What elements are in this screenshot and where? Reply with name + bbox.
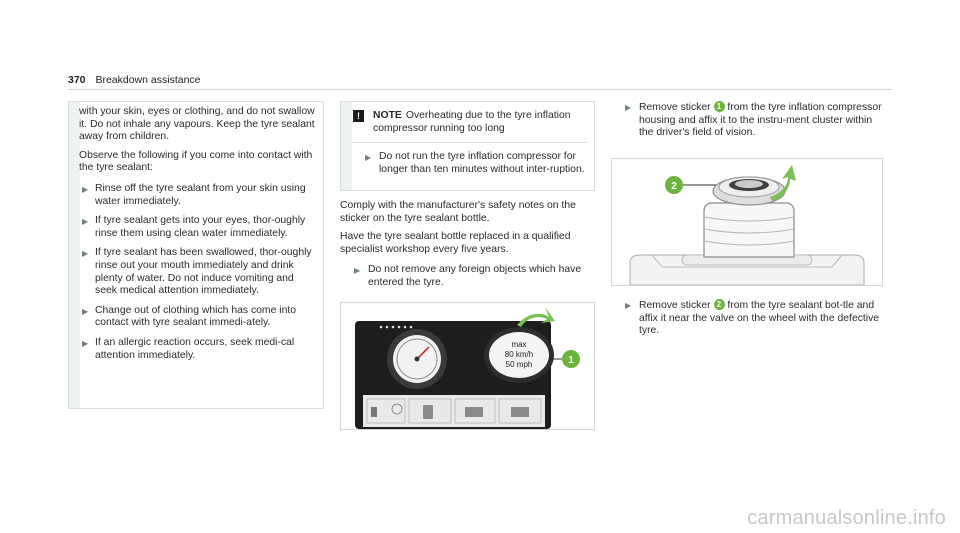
step-remove-sticker-1	[611, 101, 882, 140]
triangle-right-icon: ▶	[365, 153, 372, 163]
have-replaced-text: Have the tyre sealant bottle replaced in a qualified specialist workshop every five years.	[340, 231, 571, 255]
compressor-figure	[340, 302, 595, 430]
triangle-right-icon: ▶	[625, 301, 632, 310]
step-text: from the tyre sealant bot-tle and affix it near the valve on the wheel with the defective tyre.	[639, 300, 880, 337]
triangle-right-icon: ▶	[625, 103, 632, 112]
column-3-step-1	[611, 101, 882, 147]
gauge-max-label: max	[511, 340, 527, 349]
column-2-body	[340, 200, 595, 297]
step-text: If tyre sealant has been swallowed, thor-oughly rinse out your mouth immediately and drink plenty of water. Do not induce vomiting and seek medical attention immediately.	[95, 247, 312, 297]
gauge-kmh-label: 80 km/h	[504, 350, 534, 359]
figure-callout-1: 1	[568, 355, 574, 366]
warning-note-icon: !	[353, 110, 364, 122]
step-allergic	[79, 337, 317, 362]
observe-text: Observe the following if you come into contact with the tyre sealant:	[79, 149, 313, 174]
step-text: Rinse off the tyre sealant from your skin using water immediately.	[95, 182, 306, 207]
header-divider	[68, 89, 892, 90]
watermark: carmanualsonline.info	[747, 507, 946, 530]
step-text: from the tyre inflation compressor housing and affix it to the instru-ment cluster within the driver's field of vision.	[639, 102, 882, 139]
page-number: 370	[68, 74, 86, 86]
triangle-right-icon: ▶	[82, 249, 89, 259]
step-text: Remove sticker	[639, 300, 711, 311]
comply-text: Comply with the manufacturer's safety notes on the sticker on the tyre sealant bottle.	[340, 200, 576, 224]
note-heading	[351, 110, 588, 135]
page-header	[68, 74, 201, 87]
step-text: Do not run the tyre inflation compressor for longer than ten minutes without inter-ruption.	[379, 151, 585, 175]
step-text: Change out of clothing which has come into contact with tyre sealant immedi-ately.	[95, 304, 297, 329]
callout-2-icon: 2	[714, 299, 725, 310]
callout-1-icon: 1	[714, 101, 725, 112]
step-remove-sticker-2	[611, 299, 882, 338]
note-label: NOTE	[373, 110, 402, 121]
warning-box	[68, 101, 324, 409]
warning-content	[79, 106, 317, 369]
step-clothing	[79, 305, 317, 330]
triangle-right-icon: ▶	[82, 184, 89, 194]
note-text: Overheating due to the tyre inflation compressor running too long	[373, 110, 571, 134]
step-eyes	[79, 215, 317, 240]
step-text: Remove sticker	[639, 102, 711, 113]
sealant-bottle-figure	[611, 158, 883, 286]
note-divider	[351, 142, 588, 143]
step-swallowed	[79, 247, 317, 297]
triangle-right-icon: ▶	[354, 266, 361, 276]
intro-text: with your skin, eyes or clothing, and do not swallow it. Do not inhale any vapours. Keep the tyre sealant away from children.	[79, 106, 315, 143]
compressor-illustration	[341, 303, 594, 429]
step-foreign-objects	[340, 264, 595, 289]
column-3-step-2	[611, 299, 882, 345]
gauge-mph-label: 50 mph	[505, 360, 533, 369]
step-rinse-skin	[79, 183, 317, 208]
triangle-right-icon: ▶	[82, 217, 89, 227]
step-text: If tyre sealant gets into your eyes, thor-oughly rinse them using clean water immediately.	[95, 215, 306, 239]
note-content	[351, 110, 588, 183]
step-text: Do not remove any foreign objects which have entered the tyre.	[368, 264, 582, 288]
sealant-bottle-illustration	[612, 159, 882, 285]
triangle-right-icon: ▶	[82, 338, 89, 348]
section-title: Breakdown assistance	[95, 74, 201, 86]
figure-callout-2: 2	[671, 181, 677, 192]
step-text: If an allergic reaction occurs, seek medi-cal attention immediately.	[95, 336, 295, 361]
note-step	[351, 151, 588, 176]
triangle-right-icon: ▶	[82, 306, 89, 316]
note-box	[340, 101, 595, 191]
